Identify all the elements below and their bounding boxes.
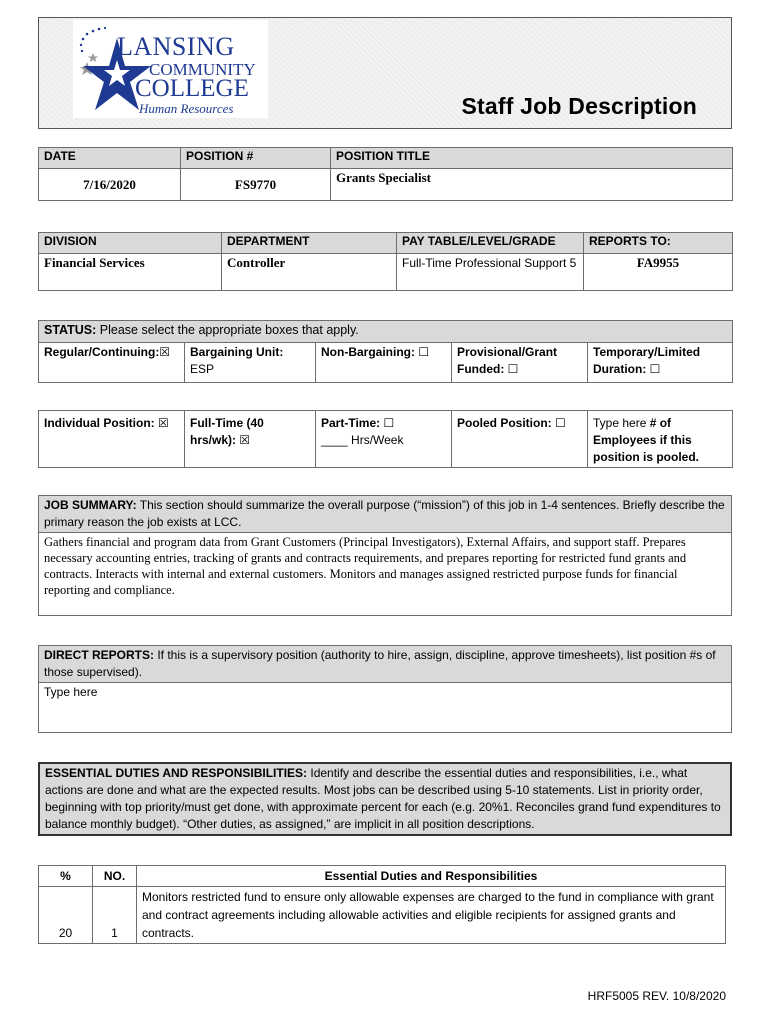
job-summary-body[interactable]: Gathers financial and program data from Grant Customers (Principal Investigators), External Affairs, and support staff. Prepares necessary accounting entries, tracking of grants and contracts requirements, and prepares reporting for restricted fund grants and contracts. Interacts with internal and external customers. Monitors and manages assigned restricted purpose funds for financial reporting and compliance. — [39, 533, 732, 616]
regular-continuing-field[interactable]: Regular/Continuing:☒ — [39, 343, 185, 383]
reports-to-value: FA9955 — [584, 254, 733, 291]
non-bargaining-checkbox[interactable]: ☐ — [418, 345, 430, 359]
job-summary-section — [38, 495, 732, 616]
date-value: 7/16/2020 — [39, 169, 181, 201]
temporary-checkbox[interactable]: ☐ — [649, 362, 661, 376]
position-title-label: POSITION TITLE — [331, 148, 733, 169]
duty-percent[interactable]: 20 — [39, 887, 93, 944]
college-logo — [73, 20, 268, 118]
non-bargaining-field[interactable]: Non-Bargaining: ☐ — [316, 343, 452, 383]
position-table — [38, 147, 733, 201]
provisional-checkbox[interactable]: ☐ — [507, 362, 519, 376]
status-header: STATUS: Please select the appropriate boxes that apply. — [39, 321, 733, 343]
reports-to-label: REPORTS TO: — [584, 233, 733, 254]
position-number-label: POSITION # — [181, 148, 331, 169]
temporary-limited-field[interactable]: Temporary/Limited Duration: ☐ — [588, 343, 733, 383]
division-value: Financial Services — [39, 254, 222, 291]
status-table — [38, 320, 733, 383]
full-time-field[interactable]: Full-Time (40 hrs/wk): ☒ — [185, 411, 316, 468]
essential-duties-section — [38, 762, 732, 836]
part-time-field[interactable]: Part-Time: ☐ ____ Hrs/Week — [316, 411, 452, 468]
direct-reports-section — [38, 645, 732, 733]
direct-reports-header: DIRECT REPORTS: If this is a supervisory position (authority to hire, assign, discipline, approve timesheets), list position #s of those supervised). — [39, 646, 732, 683]
duties-col-percent: % — [39, 866, 93, 887]
org-table — [38, 232, 733, 291]
department-label: DEPARTMENT — [222, 233, 397, 254]
logo-line-community: COMMUNITY — [149, 60, 256, 79]
pay-grade-label: PAY TABLE/LEVEL/GRADE — [397, 233, 584, 254]
duties-col-number: NO. — [93, 866, 137, 887]
bargaining-unit-field: Bargaining Unit: ESP — [185, 343, 316, 383]
individual-position-field[interactable]: Individual Position: ☒ — [39, 411, 185, 468]
logo-line-college: COLLEGE — [135, 75, 249, 102]
pooled-employee-count[interactable]: Type here # of Employees if this position is pooled. — [588, 411, 733, 468]
position-type-table — [38, 410, 733, 468]
department-value: Controller — [222, 254, 397, 291]
regular-checkbox[interactable]: ☒ — [159, 345, 171, 359]
duties-table — [38, 865, 726, 944]
form-revision-footer: HRF5005 REV. 10/8/2020 — [587, 989, 726, 1003]
job-summary-header: JOB SUMMARY: This section should summarize the overall purpose (“mission”) of this job in 1-4 sentences. Briefly describe the primary reason the job exists at LCC. — [39, 496, 732, 533]
position-title-value: Grants Specialist — [331, 169, 733, 201]
date-label: DATE — [39, 148, 181, 169]
duty-number[interactable]: 1 — [93, 887, 137, 944]
full-time-checkbox[interactable]: ☒ — [239, 433, 251, 447]
logo-line-lansing: LANSING — [117, 32, 235, 61]
pooled-checkbox[interactable]: ☐ — [555, 416, 566, 430]
essential-duties-header: ESSENTIAL DUTIES AND RESPONSIBILITIES: Identify and describe the essential duties and responsibilities, i.e., what actions are done and what are the expected results. Most jobs can be described using 5-10 statements. List in priority order, beginning with top priority/must get done, with approximate percent for each (e.g. 20%1. Reconciles grand fund expenditures to balance monthly budget). “Other duties, as assigned,” are implicit in all position descriptions. — [39, 763, 731, 835]
division-label: DIVISION — [39, 233, 222, 254]
pooled-position-field[interactable]: Pooled Position: ☐ — [452, 411, 588, 468]
duty-description[interactable]: Monitors restricted fund to ensure only allowable expenses are charged to the fund in compliance with grant and contract agreements including allowable activities and eligible recipients for assigned grants and contracts. — [137, 887, 726, 944]
logo-line-hr: Human Resources — [139, 101, 234, 116]
part-time-checkbox[interactable]: ☐ — [383, 416, 395, 430]
direct-reports-body[interactable]: Type here — [39, 683, 732, 733]
individual-checkbox[interactable]: ☒ — [158, 416, 169, 430]
position-number-value: FS9770 — [181, 169, 331, 201]
part-time-hours[interactable]: ____ Hrs/Week — [321, 433, 404, 447]
provisional-grant-field[interactable]: Provisional/Grant Funded: ☐ — [452, 343, 588, 383]
duties-col-description: Essential Duties and Responsibilities — [137, 866, 726, 887]
page-title: Staff Job Description — [461, 93, 697, 119]
pay-grade-value: Full-Time Professional Support 5 — [397, 254, 584, 291]
